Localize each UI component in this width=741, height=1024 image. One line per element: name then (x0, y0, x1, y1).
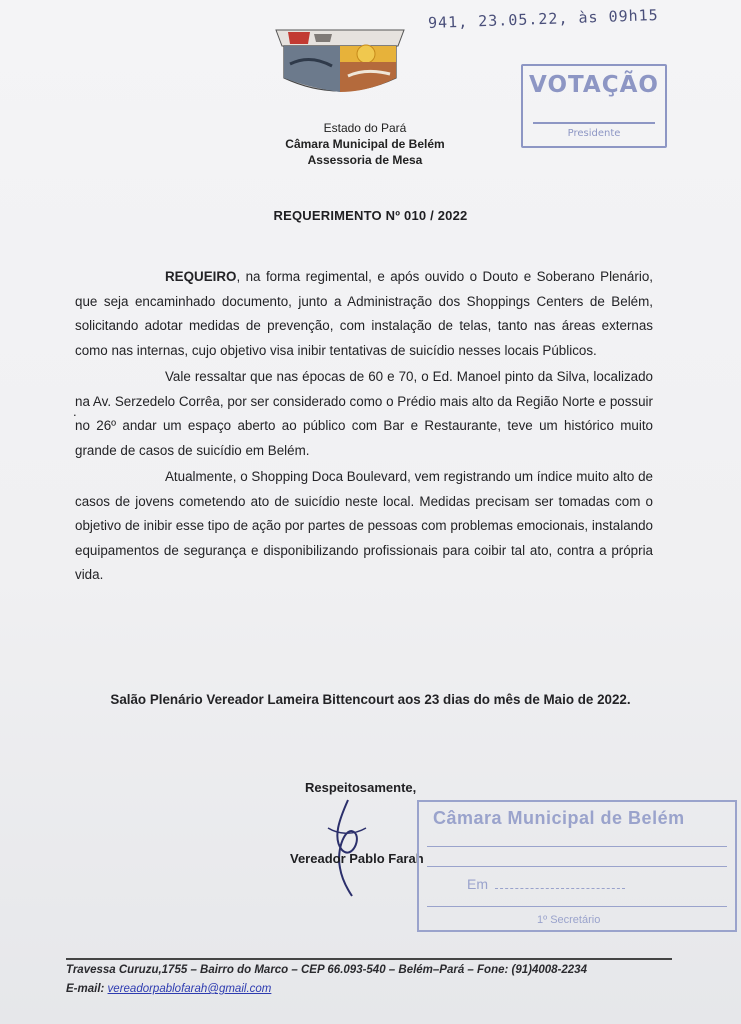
chamber-stamp-date-label (467, 876, 488, 892)
city-coat-of-arms-logo (270, 24, 410, 100)
header-department: Assessoria de Mesa (307, 153, 423, 167)
chamber-stamp-rule (427, 906, 727, 907)
paragraph-request-lead: REQUEIRO (165, 269, 237, 284)
handwritten-signature (318, 798, 378, 898)
footer-email-label: E-mail: (66, 983, 105, 995)
document-title: REQUERIMENTO Nº 010 / 2022 (273, 208, 468, 223)
chamber-stamp-rule (427, 866, 727, 867)
salutation: Respeitosamente, (305, 780, 417, 795)
chamber-stamp-em: Em (467, 876, 488, 892)
header-chamber: Câmara Municipal de Belém (285, 137, 445, 151)
stray-mark: . (73, 404, 77, 419)
footer-email-row (66, 983, 271, 995)
paragraph-current-situation: Atualmente, o Shopping Doca Boulevard, vem registrando um índice muito alto de casos de jovens cometendo ato de suicídio neste local. Medidas precisam ser tomadas com o objetivo de inibir esse tipo de ação por partes de pessoas com problemas emocionais, instalando equipamentos de segurança e disponibilizando profissionais para coibir tal ato, contra a própria vida. (75, 469, 653, 582)
signer-name: Vereador Pablo Farah (290, 851, 424, 866)
chamber-stamp-title: Câmara Municipal de Belém (433, 808, 685, 828)
closing-line: Salão Plenário Vereador Lameira Bittencourt aos 23 dias do mês de Maio de 2022. (110, 692, 631, 707)
footer-divider (66, 958, 672, 960)
footer-address: Travessa Curuzu,1755 – Bairro do Marco – CEP 66.093-540 – Belém–Pará – Fone: (91)4008-2234 (66, 964, 587, 976)
paragraph-request-text: , na forma regimental, e após ouvido o Douto e Soberano Plenário, que seja encaminhado documento, junto a Administração dos Shoppings Centers de Belém, solicitando adotar medidas de prevenção, com instalação de telas, tanto nas áreas externas como nas internas, cujo objetivo visa inibir tentativas de suicídio nesses locais Públicos. (75, 269, 653, 358)
voting-stamp-title: VOTAÇÃO (529, 72, 659, 98)
document-body (75, 265, 653, 590)
header-state: Estado do Pará (323, 121, 407, 135)
voting-stamp-subtitle: Presidente (567, 128, 621, 139)
footer-email-link[interactable]: vereadorpablofarah@gmail.com (107, 983, 272, 995)
chamber-stamp-rule (427, 846, 727, 847)
issuer-header (240, 120, 490, 168)
chamber-stamp-secretary: 1º Secretário (537, 914, 601, 926)
voting-stamp-signature-line (533, 122, 655, 124)
paragraph-history: Vale ressaltar que nas épocas de 60 e 70, o Ed. Manoel pinto da Silva, localizado na Av. Serzedelo Corrêa, por ser considerado como o Prédio mais alto da Região Norte e possuir no 26º andar um espaço aberto ao público com Bar e Restaurante, teve um histórico muito grande de casos de suicídio em Belém. (75, 369, 653, 458)
voting-stamp (521, 64, 667, 148)
paragraph-request (75, 265, 653, 363)
chamber-stamp-date-line (495, 888, 625, 889)
handwritten-receipt-note: 941, 23.05.22, às 09h15 (427, 5, 659, 33)
chamber-receipt-stamp (417, 800, 737, 932)
